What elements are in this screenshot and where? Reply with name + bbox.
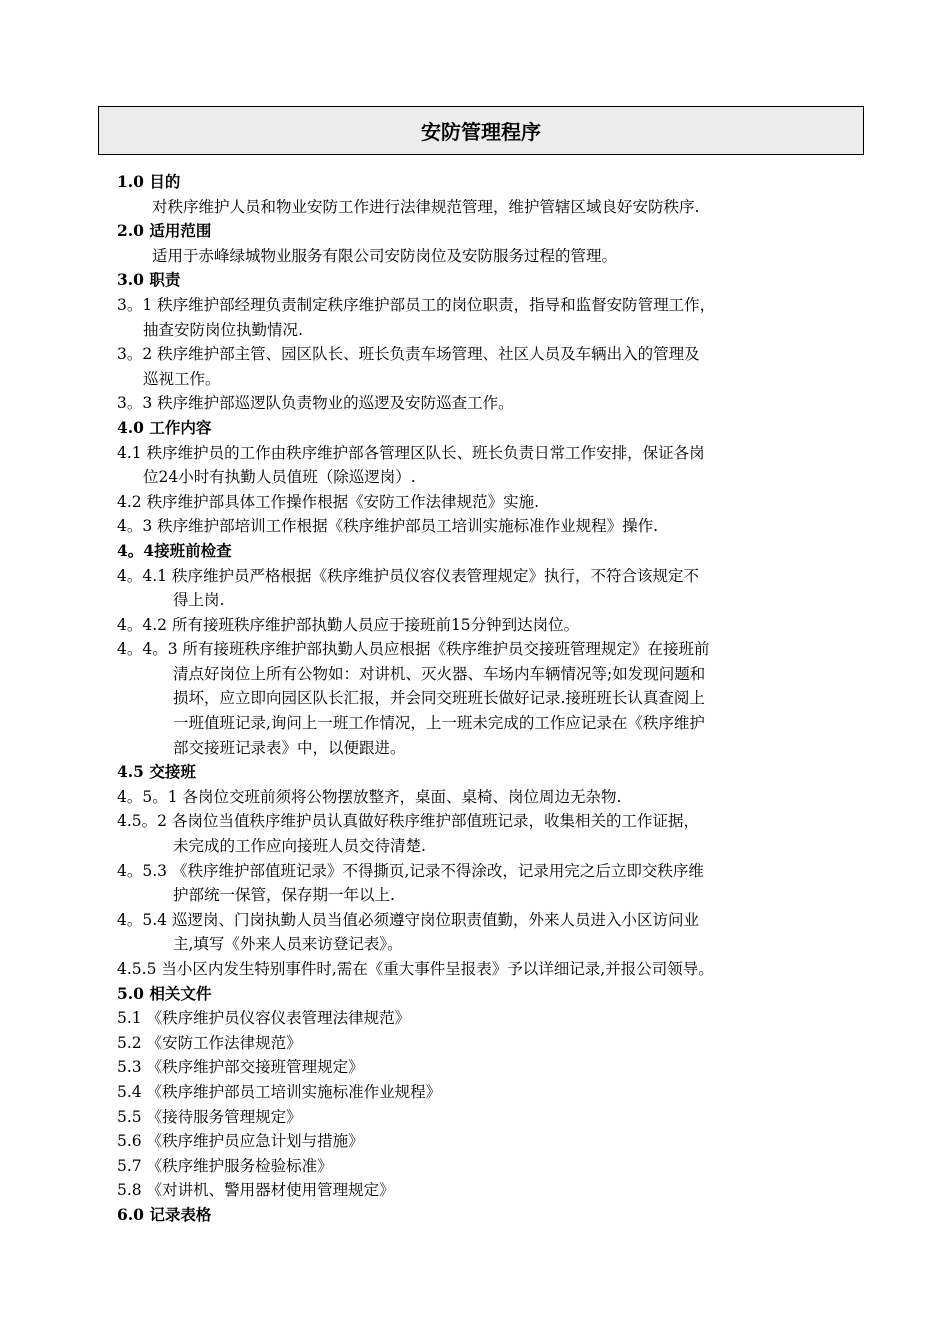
document-title: 安防管理程序 xyxy=(98,106,864,155)
clause-line: 4。5.4 巡逻岗、门岗执勤人员当值必须遵守岗位职责值勤，外来人员进入小区访问业 xyxy=(117,910,699,929)
clause-line: 4。4。3 所有接班秩序维护部执勤人员应根据《秩序维护员交接班管理规定》在接班前 xyxy=(117,640,710,659)
subsection-heading-handover: 4.5 交接班 xyxy=(117,762,196,782)
section-heading-scope: 2.0 适用范围 xyxy=(117,221,212,241)
clause-line-continued: 护部统一保管，保存期一年以上. xyxy=(173,886,395,905)
clause-line-continued: 未完成的工作应向接班人员交待清楚. xyxy=(173,837,426,856)
clause-line: 4.5。2 各岗位当值秩序维护员认真做好秩序维护部值班记录，收集相关的工作证据， xyxy=(117,812,699,831)
section-heading-record-forms: 6.0 记录表格 xyxy=(117,1204,212,1224)
clause-line: 4.1 秩序维护员的工作由秩序维护部各管理区队长、班长负责日常工作安排，保证各岗 xyxy=(117,443,705,462)
clause-line-continued: 主,填写《外来人员来访登记表》。 xyxy=(173,935,403,954)
document-list-item: 5.8 《对讲机、警用器材使用管理规定》 xyxy=(117,1181,395,1200)
clause-line: 4.2 秩序维护部具体工作操作根据《安防工作法律规范》实施. xyxy=(117,492,540,511)
document-list-item: 5.3 《秩序维护部交接班管理规定》 xyxy=(117,1058,364,1077)
clause-line: 4。5.3 《秩序维护部值班记录》不得撕页,记录不得涂改，记录用完之后立即交秩序维 xyxy=(117,861,704,880)
clause-line: 4。4.1 秩序维护员严格根据《秩序维护员仪容仪表管理规定》执行，不符合该规定不 xyxy=(117,566,699,585)
document-body xyxy=(117,170,857,1228)
clause-line-continued: 巡视工作。 xyxy=(143,369,221,388)
document-list-item: 5.4 《秩序维护部员工培训实施标准作业规程》 xyxy=(117,1082,442,1101)
clause-line-continued: 得上岗. xyxy=(173,591,225,610)
clause-line: 4.5.5 当小区内发生特别事件时,需在《重大事件呈报表》予以详细记录,并报公司领导。 xyxy=(117,960,714,978)
document-list-item: 5.6 《秩序维护员应急计划与措施》 xyxy=(117,1132,364,1151)
clause-line: 4。4.2 所有接班秩序维护部执勤人员应于接班前15分钟到达岗位。 xyxy=(117,615,580,634)
clause-line-continued: 损坏，应立即向园区队长汇报，并会同交班班长做好记录.接班班长认真查阅上 xyxy=(173,689,705,708)
clause-line-continued: 抽查安防岗位执勤情况. xyxy=(143,320,303,339)
section-heading-responsibilities: 3.0 职责 xyxy=(117,270,181,290)
subsection-heading-pre-shift-check: 4。4接班前检查 xyxy=(117,540,232,560)
clause-line: 3。3 秩序维护部巡逻队负责物业的巡逻及安防巡查工作。 xyxy=(117,394,514,413)
clause-line-continued: 部交接班记录表》中，以便跟进。 xyxy=(173,738,406,757)
paragraph: 对秩序维护人员和物业安防工作进行法律规范管理，维护管辖区域良好安防秩序. xyxy=(152,197,700,216)
document-list-item: 5.1 《秩序维护员仪容仪表管理法律规范》 xyxy=(117,1009,411,1028)
clause-line: 4。3 秩序维护部培训工作根据《秩序维护部员工培训实施标准作业规程》操作. xyxy=(117,517,659,536)
section-heading-purpose: 1.0 目的 xyxy=(117,172,181,191)
clause-line: 4。5。1 各岗位交班前须将公物摆放整齐，桌面、桌椅、岗位周边无杂物. xyxy=(117,787,622,806)
clause-line-continued: 清点好岗位上所有公物如：对讲机、灭火器、车场内车辆情况等;如发现问题和 xyxy=(173,664,706,683)
clause-line-continued: 一班值班记录,询问上一班工作情况，上一班未完成的工作应记录在《秩序维护 xyxy=(173,714,705,733)
clause-line: 3。2 秩序维护部主管、园区队长、班长负责车场管理、社区人员及车辆出入的管理及 xyxy=(117,345,700,364)
clause-line-continued: 位24小时有执勤人员值班（除巡逻岗）. xyxy=(143,468,416,487)
document-list-item: 5.2 《安防工作法律规范》 xyxy=(117,1033,302,1052)
paragraph: 适用于赤峰绿城物业服务有限公司安防岗位及安防服务过程的管理。 xyxy=(152,246,618,265)
document-list-item: 5.5 《接待服务管理规定》 xyxy=(117,1107,302,1126)
section-heading-related-documents: 5.0 相关文件 xyxy=(117,983,212,1003)
clause-line: 3。1 秩序维护部经理负责制定秩序维护部员工的岗位职责，指导和监督安防管理工作， xyxy=(117,295,716,314)
document-list-item: 5.7 《秩序维护服务检验标准》 xyxy=(117,1156,333,1175)
section-heading-work-content: 4.0 工作内容 xyxy=(117,417,212,437)
